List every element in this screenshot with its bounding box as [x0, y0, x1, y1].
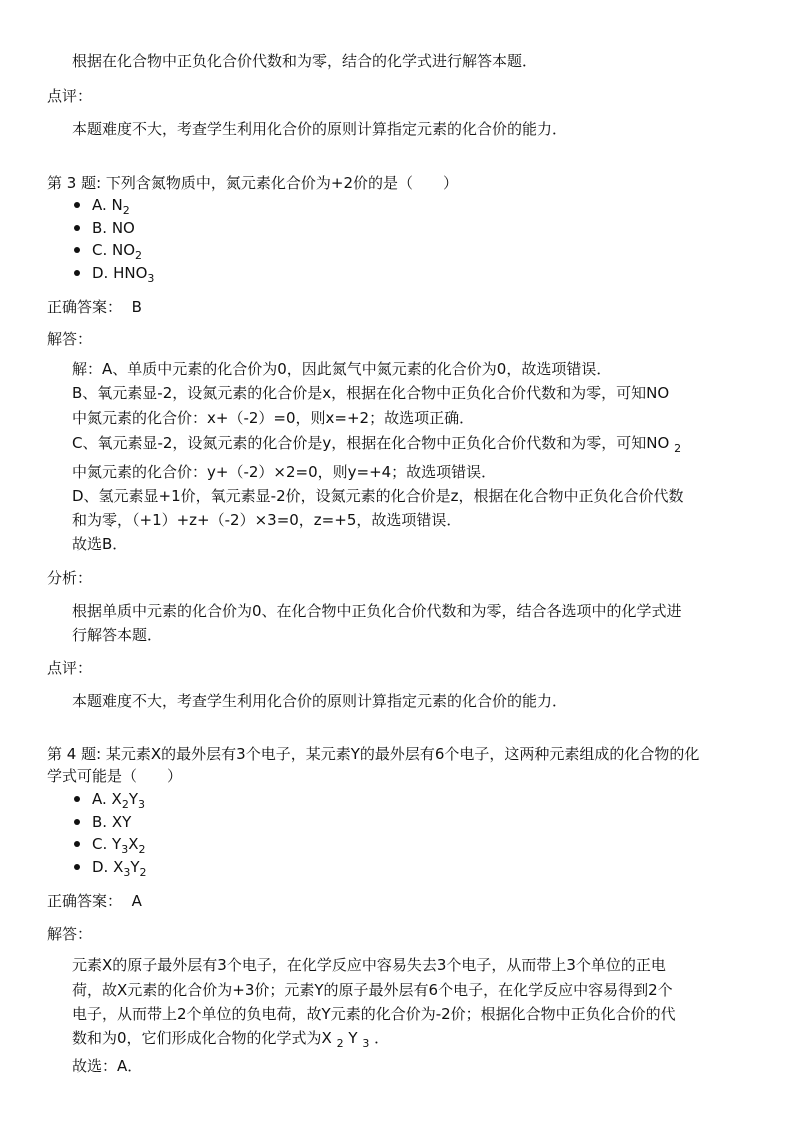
- q3-solution-line: 解：A、单质中元素的化合价为0，因此氮气中氮元素的化合价为0，故选项错误．: [72, 360, 612, 378]
- q3-comment-label: 点评：: [47, 659, 93, 677]
- q4-option-b: B. XY: [74, 811, 131, 833]
- q4-option-a: A. $X_2Y_3$: [74, 788, 145, 810]
- q3-solution-line: 故选B．: [72, 535, 128, 553]
- q3-solution-line: 和为零，（+1）+z+（-2）×3=0，z=+5，故选项错误．: [72, 511, 462, 529]
- q4-solution-line: 元素X的原子最外层有3个电子，在化学反应中容易失去3个电子，从而带上3个单位的正电: [72, 956, 666, 974]
- bullet-icon: [74, 841, 80, 847]
- q3-option-b: B. NO: [74, 217, 135, 239]
- q4-option-d: D. $X_3Y_2$: [74, 856, 147, 878]
- q4-solution-line: 电子，从而带上2个单位的负电荷，故Y元素的化合价为-2价；根据化合物中正负化合价的代: [72, 1005, 676, 1023]
- q3-answer: [47, 296, 142, 318]
- bullet-icon: [74, 819, 80, 825]
- bullet-icon: [74, 202, 80, 208]
- answer-label: 正确答案：: [47, 298, 123, 316]
- q4-title-line2: 学式可能是（ ）: [47, 767, 183, 785]
- bullet-icon: [74, 864, 80, 870]
- q4-title-line1: 第 4 题: 某元素X的最外层有3个电子，某元素Y的最外层有6个电子，这两种元素组成的化合物的化: [47, 745, 700, 763]
- bullet-icon: [74, 796, 80, 802]
- answer-value: B: [131, 298, 142, 316]
- q3-option-d: D. $HNO_3$: [74, 262, 154, 284]
- q3-option-a: A. $N_2$: [74, 194, 130, 216]
- q3-title: 第 3 题: 下列含氮物质中，氮元素化合价为+2价的是（ ）: [47, 174, 459, 192]
- q3-solution-line: 中氮元素的化合价：y+（-2）×2=0，则y=+4；故选项错误．: [72, 463, 497, 481]
- prev-comment-label: 点评：: [47, 87, 93, 105]
- bullet-icon: [74, 225, 80, 231]
- q3-analysis-line: 根据单质中元素的化合价为0、在化合物中正负化合价代数和为零，结合各选项中的化学式进: [72, 602, 682, 620]
- answer-value: A: [131, 892, 142, 910]
- bullet-icon: [74, 247, 80, 253]
- q4-answer: [47, 890, 142, 912]
- q4-solution-line: 数和为0，它们形成化合物的化学式为X $_2$ Y $_3$ ．: [72, 1029, 390, 1050]
- q4-option-c: C. $Y_3X_2$: [74, 833, 145, 855]
- bullet-icon: [74, 270, 80, 276]
- q3-solution-line: D、氢元素显+1价，氧元素显-2价，设氮元素的化合价是z，根据在化合物中正负化合价代数: [72, 487, 684, 505]
- q4-solution-line: 故选：A．: [72, 1057, 143, 1075]
- q3-solution-line: C、氧元素显-2，设氮元素的化合价是y，根据在化合物中正负化合价代数和为零，可知NO $_2$: [72, 434, 682, 455]
- prev-comment-text: 本题难度不大，考查学生利用化合价的原则计算指定元素的化合价的能力．: [72, 120, 568, 138]
- q3-solution-label: 解答：: [47, 330, 93, 348]
- q3-solution-line: B、氧元素显-2，设氮元素的化合价是x，根据在化合物中正负化合价代数和为零，可知NO: [72, 384, 670, 402]
- prev-analysis-text: 根据在化合物中正负化合价代数和为零，结合的化学式进行解答本题．: [72, 52, 538, 70]
- q4-solution-line: 荷，故X元素的化合价为+3价；元素Y的原子最外层有6个电子，在化学反应中容易得到2个: [72, 981, 673, 999]
- q3-comment-text: 本题难度不大，考查学生利用化合价的原则计算指定元素的化合价的能力．: [72, 692, 568, 710]
- q3-option-c: C. $NO_2$: [74, 239, 142, 261]
- q3-analysis-line: 行解答本题．: [72, 626, 163, 644]
- q4-solution-label: 解答：: [47, 925, 93, 943]
- answer-label: 正确答案：: [47, 892, 123, 910]
- q3-analysis-label: 分析：: [47, 569, 93, 587]
- q3-solution-line: 中氮元素的化合价：x+（-2）=0，则x=+2；故选项正确．: [72, 409, 475, 427]
